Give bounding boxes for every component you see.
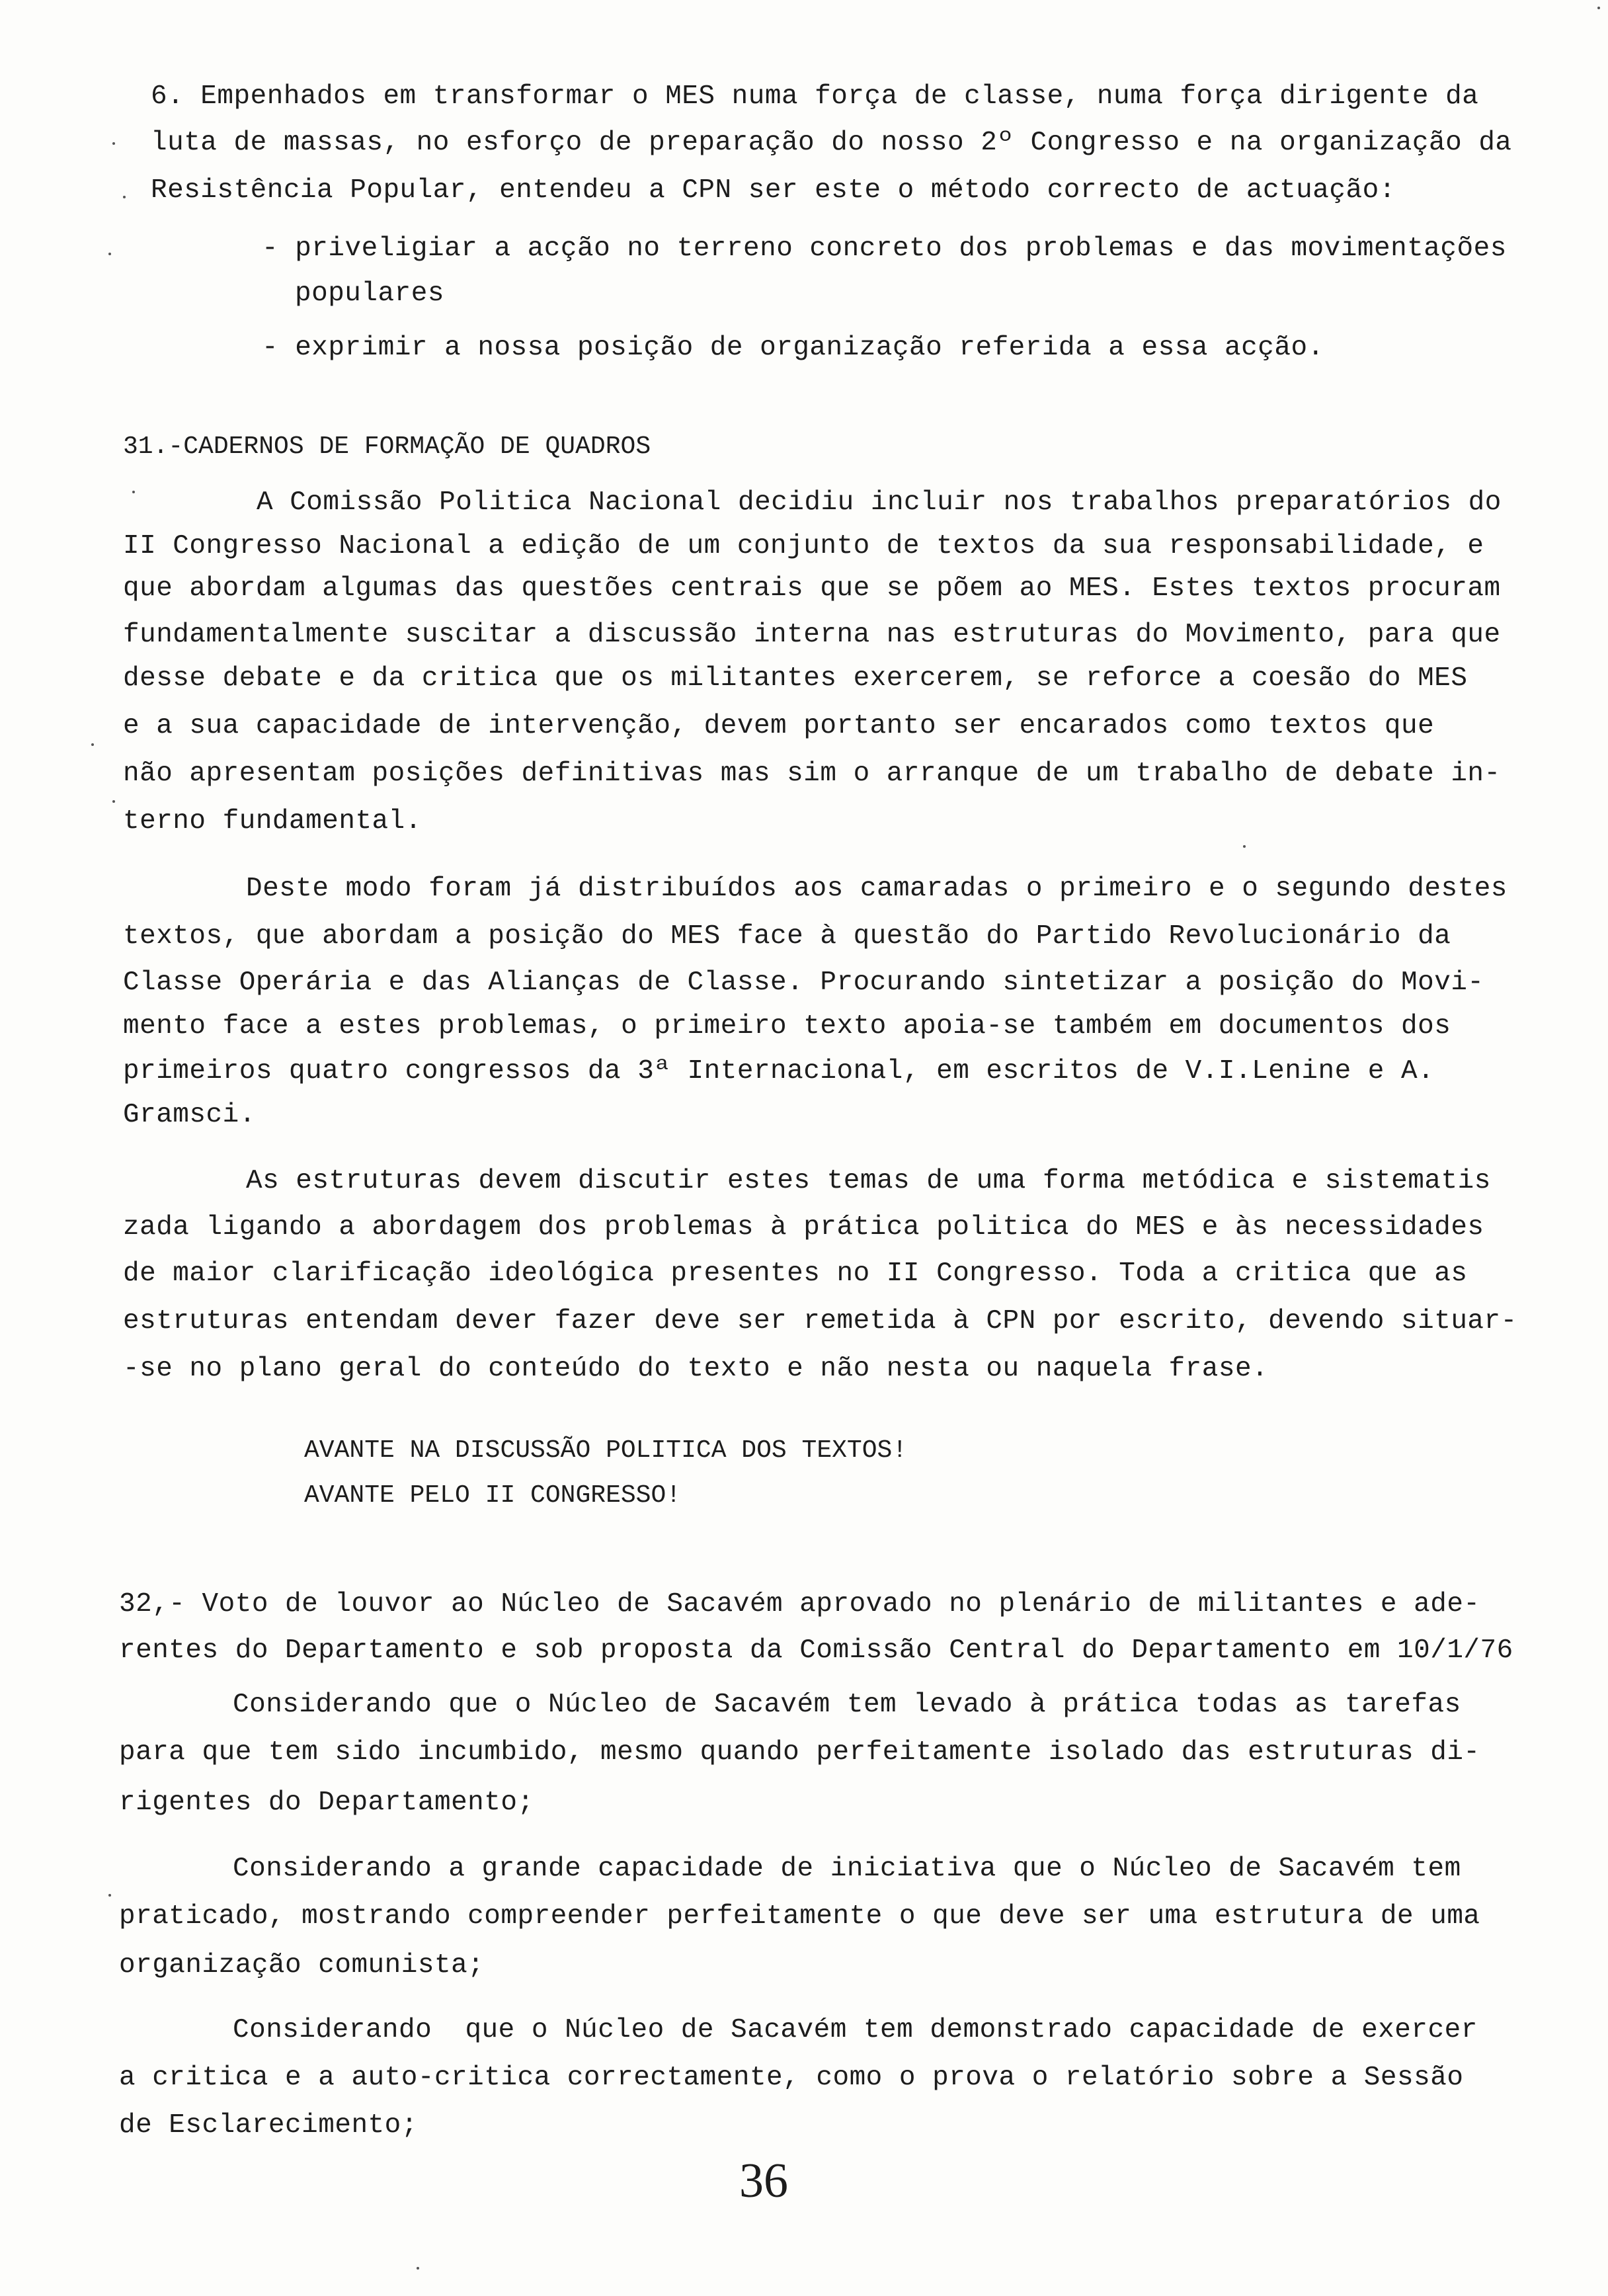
section-31-p2-line-1: Deste modo foram já distribuídos aos camaradas o primeiro e o segundo destes [246, 874, 1508, 904]
section-31-p3-line-5: -se no plano geral do conteúdo do texto e não nesta ou naquela frase. [123, 1354, 1269, 1384]
section-31-p3-line-4: estruturas entendam dever fazer deve ser remetida à CPN por escrito, devendo situar- [123, 1306, 1517, 1336]
section-31-p3-line-2: zada ligando a abordagem dos problemas à prática politica do MES e às necessidades [123, 1212, 1484, 1243]
considerando-3-line-1: Considerando que o Núcleo de Sacavém tem demonstrado capacidade de exercer [233, 2015, 1478, 2045]
section-31-p2-line-4: mento face a estes problemas, o primeiro texto apoia-se também em documentos dos [123, 1011, 1451, 1042]
considerando-1-line-2: para que tem sido incumbido, mesmo quando perfeitamente isolado das estruturas di- [119, 1737, 1480, 1768]
scan-speck [132, 491, 135, 493]
section-31-heading: 31.-CADERNOS DE FORMAÇÃO DE QUADROS [123, 432, 651, 461]
considerando-3-line-3: de Esclarecimento; [119, 2110, 418, 2141]
section-31-p2-line-6: Gramsci. [123, 1100, 256, 1130]
considerando-1-line-3: rigentes do Departamento; [119, 1787, 534, 1818]
section-31-p2-line-2: textos, que abordam a posição do MES face à questão do Partido Revolucionário da [123, 921, 1451, 952]
scan-speck [112, 142, 115, 145]
section-6-bullet-1: - priveligiar a acção no terreno concreto dos problemas e das movimentações [262, 233, 1507, 264]
section-31-p2-line-5: primeiros quatro congressos da 3ª Internacional, em escritos de V.I.Lenine e A. [123, 1056, 1435, 1086]
section-31-p1-line-2: II Congresso Nacional a edição de um conjunto de textos da sua responsabilidade, e [123, 531, 1484, 561]
section-6-bullet-2: - exprimir a nossa posição de organização referida a essa acção. [262, 333, 1324, 363]
considerando-2-line-1: Considerando a grande capacidade de iniciativa que o Núcleo de Sacavém tem [233, 1854, 1461, 1884]
section-31-p1-line-8: terno fundamental. [123, 806, 422, 837]
scan-speck [1243, 845, 1246, 848]
section-32-intro-line-1: 32,- Voto de louvor ao Núcleo de Sacavém aprovado no plenário de militantes e ade- [119, 1589, 1480, 1620]
section-31-p1-line-4: fundamentalmente suscitar a discussão interna nas estruturas do Movimento, para que [123, 620, 1501, 650]
section-31-p3-line-1: As estruturas devem discutir estes temas de uma forma metódica e sistematis [246, 1166, 1491, 1196]
scan-speck [123, 196, 126, 198]
section-32-intro-line-2: rentes do Departamento e sob proposta da Comissão Central do Departamento em 10/1/76 [119, 1635, 1513, 1666]
section-31-p1-line-7: não apresentam posições definitivas mas sim o arranque de um trabalho de debate in- [123, 758, 1501, 789]
page-number: 36 [739, 2154, 788, 2208]
scan-speck [91, 743, 94, 746]
scan-speck [417, 2267, 419, 2270]
section-6-line-3: Resistência Popular, entendeu a CPN ser este o método correcto de actuação: [151, 175, 1396, 206]
slogan-2: AVANTE PELO II CONGRESSO! [304, 1481, 682, 1510]
scan-speck [108, 253, 111, 255]
section-31-p1-line-5: desse debate e da critica que os militantes exercerem, se reforce a coesão do MES [123, 663, 1468, 694]
considerando-2-line-3: organização comunista; [119, 1950, 485, 1981]
section-31-p1-line-6: e a sua capacidade de intervenção, devem portanto ser encarados como textos que [123, 711, 1435, 741]
section-6-line-2: luta de massas, no esforço de preparação do nosso 2º Congresso e na organização da [151, 128, 1512, 158]
slogan-1: AVANTE NA DISCUSSÃO POLITICA DOS TEXTOS! [304, 1436, 908, 1465]
section-31-p3-line-3: de maior clarificação ideológica presentes no II Congresso. Toda a critica que as [123, 1258, 1468, 1289]
scan-speck [108, 1894, 111, 1897]
considerando-2-line-2: praticado, mostrando compreender perfeitamente o que deve ser uma estrutura de uma [119, 1901, 1480, 1932]
section-31-p1-line-1: A Comissão Politica Nacional decidiu incluir nos trabalhos preparatórios do [257, 487, 1502, 518]
section-31-p2-line-3: Classe Operária e das Alianças de Classe. Procurando sintetizar a posição do Movi- [123, 967, 1484, 998]
section-6-line-1: 6. Empenhados em transformar o MES numa força de classe, numa força dirigente da [151, 81, 1479, 112]
scan-speck [112, 800, 115, 803]
considerando-1-line-1: Considerando que o Núcleo de Sacavém tem levado à prática todas as tarefas [233, 1690, 1461, 1720]
scan-speck [1597, 7, 1600, 9]
section-31-p1-line-3: que abordam algumas das questões centrais que se põem ao MES. Estes textos procuram [123, 573, 1501, 604]
section-6-bullet-1-cont: populares [295, 278, 444, 309]
considerando-3-line-2: a critica e a auto-critica correctamente, como o prova o relatório sobre a Sessão [119, 2063, 1464, 2093]
